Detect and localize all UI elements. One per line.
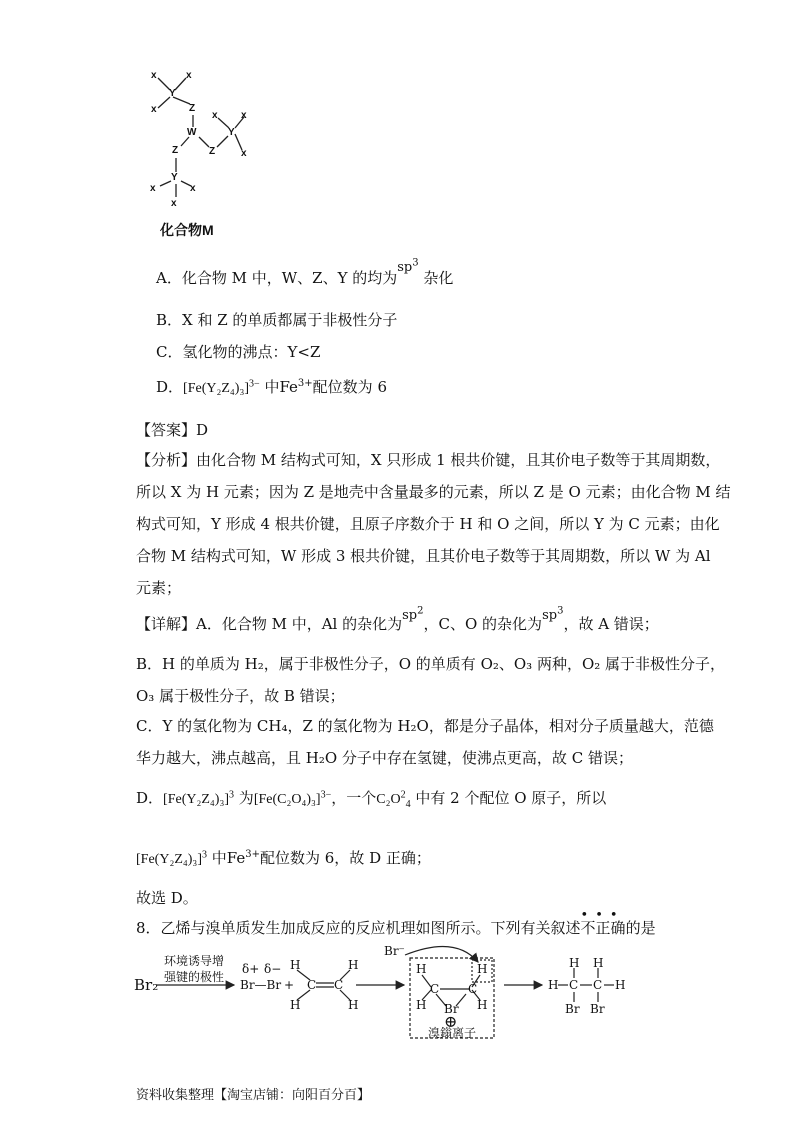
detail-d-wei: 为 xyxy=(238,789,254,807)
atom-h: H xyxy=(416,962,427,976)
sp-text: sp xyxy=(542,608,558,623)
atom-c: C xyxy=(468,982,478,996)
formula-text: Fe(Y₂Z₄)₃ xyxy=(167,792,225,807)
answer: 【答案】D xyxy=(136,421,209,439)
oxalate-text: C₂O xyxy=(376,792,401,807)
formula-charge: 3− xyxy=(320,789,332,801)
atom-x: x xyxy=(150,183,156,194)
emphasis-dots: ••• xyxy=(580,908,625,923)
option-d-mid: 中 xyxy=(264,378,280,396)
atom-h: H xyxy=(615,978,626,992)
conclusion: 故选 D。 xyxy=(136,889,198,907)
atom-y: Y xyxy=(169,88,176,99)
detail-d2-suffix: 配位数为 6，故 D 正确； xyxy=(260,849,431,867)
plus-sign: + xyxy=(284,978,295,992)
detail-d-formula1: $[Fe(Y_2Z_4)_3]^3$ xyxy=(163,789,235,807)
option-a-suffix: 杂化 xyxy=(423,269,454,287)
atom-z: Z xyxy=(172,145,179,156)
fe-charge: 3+ xyxy=(245,849,260,860)
detail-c-line: 华力越大，沸点越高，且 H₂O 分子中存在氢键，使沸点更高，故 C 错误； xyxy=(136,749,633,767)
detail-d-mid: ，一个 xyxy=(331,789,377,807)
arrow-condition-bottom: 强键的极性 xyxy=(164,970,225,984)
atom-c: C xyxy=(593,978,603,992)
analysis-line: 【分析】由化合物 M 结构式可知，X 只形成 1 根共价键，且其价电子数等于其周期数， xyxy=(136,451,721,469)
positive-charge-icon: ⊕ xyxy=(444,1012,458,1031)
footer: 资料收集整理【淘宝店铺：向阳百分百】 xyxy=(136,1088,371,1103)
fe-ion: Fe xyxy=(226,849,246,867)
detail-d-suffix: 中有 2 个配位 O 原子，所以 xyxy=(415,789,607,807)
detail-d-prefix: D． xyxy=(136,789,164,807)
atom-h: H xyxy=(348,958,359,972)
atom-x: x xyxy=(151,104,157,115)
atom-x: x xyxy=(186,70,192,81)
analysis-line: 构式可知，Y 形成 4 根共价键，且原子序数介于 H 和 O 之间，所以 Y 为 C 元素；由化 xyxy=(136,515,720,533)
detail-d2-mid: 中 xyxy=(211,849,227,867)
atom-y: Y xyxy=(228,127,235,138)
atom-x: x xyxy=(190,183,196,194)
option-b: B．X 和 Z 的单质都属于非极性分子 xyxy=(156,311,398,329)
delta-minus: δ− xyxy=(264,962,282,976)
question-8-prefix: 8．乙烯与溴单质发生加成反应的反应机理如图所示。下列有关叙述 xyxy=(136,919,581,937)
polarized-bromine: Br—Br xyxy=(240,978,282,992)
detail-d-formula2: $[Fe(C_2O_4)_3]^{3-}$ xyxy=(253,789,332,807)
atom-h: H xyxy=(593,956,604,970)
formula-charge: 3 xyxy=(201,849,207,861)
detail-a-suffix: ，故 A 错误； xyxy=(563,615,659,633)
sp-superscript: 3 xyxy=(412,257,419,269)
oxalate-subscript: 4 xyxy=(405,798,411,810)
detail-a-prefix: 【详解】A．化合物 M 中，Al 的杂化为 xyxy=(136,615,403,633)
atom-c: C xyxy=(430,982,440,996)
emphasis-text: 不正确 xyxy=(580,919,626,937)
formula-charge: 3 xyxy=(229,789,235,801)
atom-x: x xyxy=(241,110,247,121)
atom-c: C xyxy=(307,978,317,992)
sp-superscript: 3 xyxy=(557,605,564,617)
atom-y: Y xyxy=(171,172,178,183)
atom-h: H xyxy=(477,962,488,976)
detail-d2-formula: $[Fe(Y_2Z_4)_3]^3$ xyxy=(136,849,207,867)
bromide-ion: Br⁻ xyxy=(384,944,405,958)
atom-c: C xyxy=(334,978,344,992)
detail-b-line: B．H 的单质为 H₂，属于非极性分子，O 的单质有 O₂、O₃ 两种，O₂ 属于非极性分子， xyxy=(136,655,726,673)
structure-caption: 化合物M xyxy=(160,222,214,238)
option-c: C．氢化物的沸点：Y<Z xyxy=(156,343,321,361)
detail-b-line: O₃ 属于极性分子，故 B 错误； xyxy=(136,687,345,705)
atom-br: Br xyxy=(444,1002,459,1016)
oxalate-charge: 2 xyxy=(400,789,406,801)
atom-h: H xyxy=(290,958,301,972)
atom-x: x xyxy=(151,70,157,81)
option-d-suffix: 配位数为 6 xyxy=(312,378,387,396)
option-d-prefix: D． xyxy=(156,378,184,396)
sp-superscript: 2 xyxy=(417,605,424,617)
atom-z: Z xyxy=(209,146,216,157)
atom-br: Br xyxy=(590,1002,605,1016)
bromine-molecule: Br₂ xyxy=(134,976,159,994)
atom-br: Br xyxy=(565,1002,580,1016)
formula-text: Fe(Y₂Z₄)₃ xyxy=(187,381,245,396)
formula-text: Fe(Y₂Z₄)₃ xyxy=(140,852,198,867)
atom-h: H xyxy=(290,998,301,1012)
atom-h: H xyxy=(416,998,427,1012)
formula-text: Fe(C₂O₄)₃ xyxy=(258,792,316,807)
atom-h: H xyxy=(569,956,580,970)
option-a-text: A．化合物 M 中，W、Z、Y 的均为 xyxy=(156,269,398,287)
atom-x: x xyxy=(212,110,218,121)
sp-text: sp xyxy=(402,608,418,623)
analysis-line: 所以 X 为 H 元素；因为 Z 是地壳中含量最多的元素，所以 Z 是 O 元素；由化合物 M 结 xyxy=(136,483,731,501)
sp-text: sp xyxy=(397,260,413,275)
arrow-condition-top: 环境诱导增 xyxy=(164,954,225,968)
fe-ion: Fe xyxy=(279,378,298,396)
atom-c: C xyxy=(569,978,579,992)
atom-x: x xyxy=(171,198,177,209)
delta-plus: δ+ xyxy=(242,962,260,976)
formula-charge: 3− xyxy=(249,378,260,390)
question-8-suffix: 的是 xyxy=(625,919,656,937)
fe-charge: 3+ xyxy=(297,378,313,389)
analysis-line: 元素； xyxy=(136,579,182,597)
detail-a-mid: ，C、O 的杂化为 xyxy=(423,615,543,633)
bromonium-label: 溴鎓离子 xyxy=(428,1026,477,1040)
analysis-line: 合物 M 结构式可知，W 形成 3 根共价键，且其价电子数等于其周期数，所以 W 为 Al xyxy=(136,547,711,565)
atom-h: H xyxy=(548,978,559,992)
atom-x: x xyxy=(241,148,247,159)
atom-h: H xyxy=(348,998,359,1012)
atom-w: W xyxy=(187,127,197,138)
option-d-formula: $[Fe(Y_2Z_4)_3]^{3-}$ xyxy=(183,378,260,396)
atom-h: H xyxy=(477,998,488,1012)
atom-z: Z xyxy=(189,103,196,114)
detail-c-line: C．Y 的氢化物为 CH₄，Z 的氢化物为 H₂O，都是分子晶体，相对分子质量越大，范德 xyxy=(136,717,714,735)
